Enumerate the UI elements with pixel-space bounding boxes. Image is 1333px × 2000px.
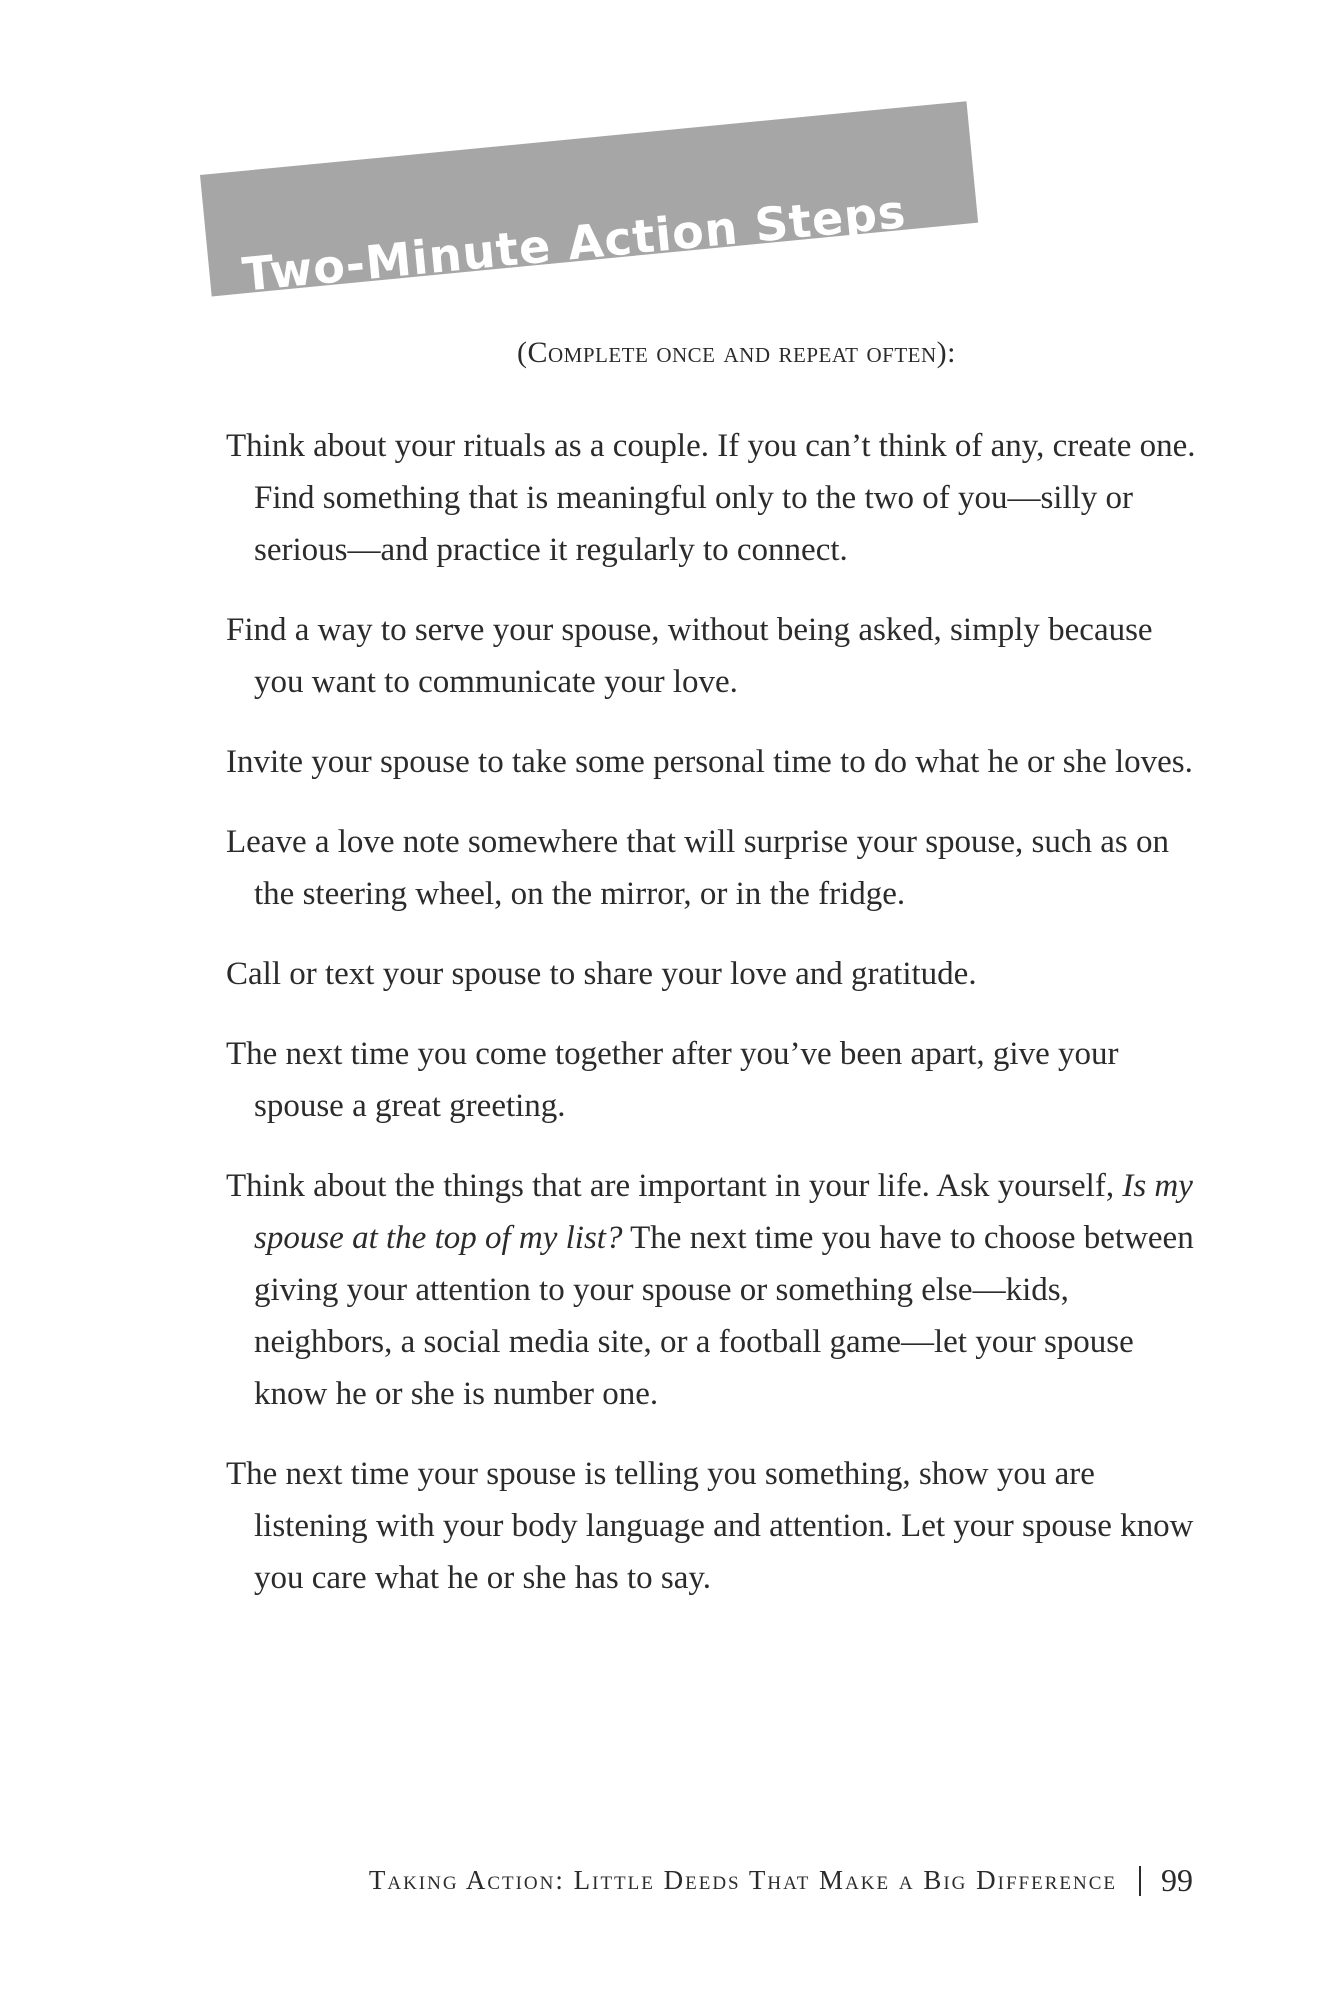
page-footer: [369, 1862, 1193, 1899]
action-step: [226, 1160, 1201, 1420]
action-step-italic-question: Is my spouse at the top of my list?: [254, 1168, 1193, 1256]
action-step: Find a way to serve your spouse, without being asked, simply because you want to communicate your love.: [226, 612, 1153, 700]
running-head: Taking Action: Little Deeds That Make a Big Difference: [368, 1865, 1117, 1895]
action-step: Leave a love note somewhere that will surprise your spouse, such as on the steering wheel, on the mirror, or in the fridge.: [226, 824, 1169, 912]
section-subtitle: (Complete once and repeat often):: [517, 336, 956, 369]
action-step-text: Think about the things that are important in your life. Ask yourself,: [226, 1168, 1123, 1204]
action-steps-list: [226, 420, 1201, 1632]
action-step: Call or text your spouse to share your love and gratitude.: [226, 956, 977, 992]
action-step: The next time you come together after you’ve been apart, give your spouse a great greeting.: [226, 1036, 1119, 1124]
footer-divider: [1139, 1866, 1141, 1896]
section-title: Two-Minute Action Steps: [240, 184, 909, 302]
action-step: Think about your rituals as a couple. If you can’t think of any, create one. Find something that is meaningful only to the two of you—silly or serious—and practice it regularly to connect.: [226, 428, 1196, 568]
action-step: The next time your spouse is telling you something, show you are listening with your body language and attention. Let your spouse know you care what he or she has to say.: [226, 1456, 1194, 1596]
action-step-text: The next time you have to choose between giving your attention to your spouse or something else—kids, neighbors, a social media site, or a football game—let your spouse know he or she is number one.: [254, 1220, 1194, 1412]
action-step: Invite your spouse to take some personal time to do what he or she loves.: [226, 744, 1193, 780]
page-number: 99: [1161, 1862, 1193, 1898]
